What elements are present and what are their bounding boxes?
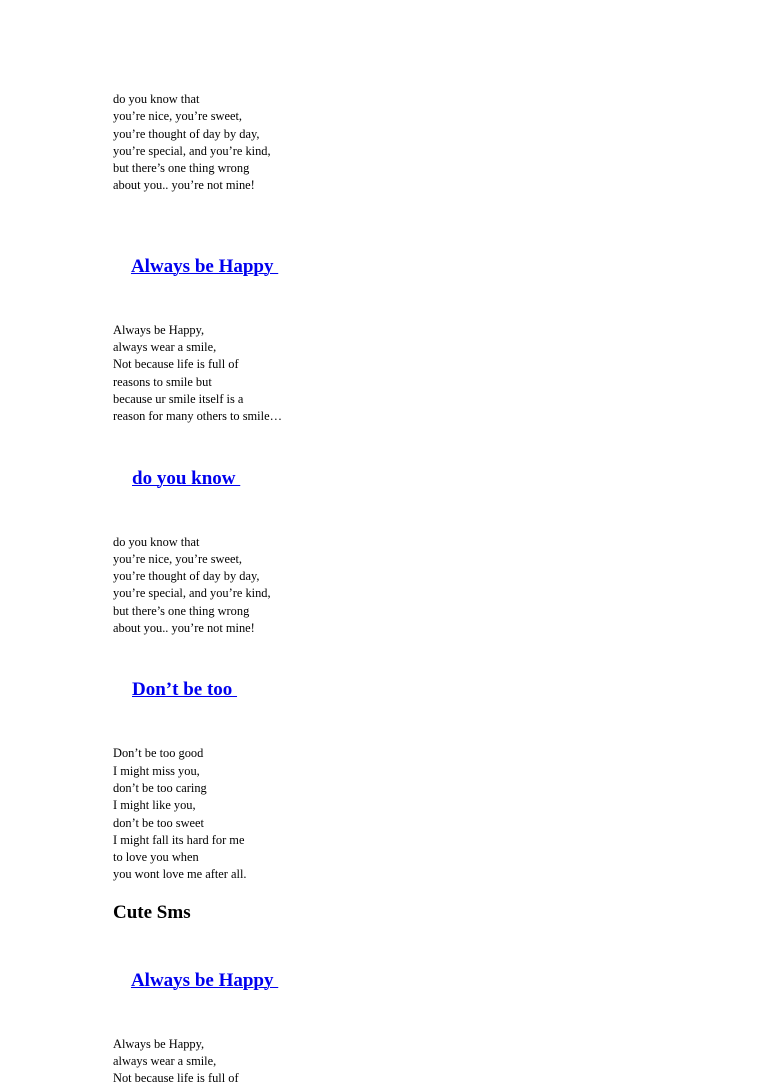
poem-line: you’re special, and you’re kind, <box>113 143 271 158</box>
poem-line: don’t be too sweet <box>113 815 204 830</box>
poem-line: don’t be too caring <box>113 780 207 795</box>
poem-paragraph <box>113 745 713 883</box>
poem-line: I might like you, <box>113 798 196 813</box>
poem-line: to love you when <box>113 850 199 865</box>
poem-line: I might fall its hard for me <box>113 832 245 847</box>
poem-line: you’re thought of day by day, <box>113 126 260 141</box>
section-heading <box>113 945 713 1017</box>
poem-line: because ur smile itself is a <box>113 391 244 406</box>
heading-link-always-be-happy-2[interactable]: Always be Happy <box>130 969 279 991</box>
poem-line: do you know that <box>113 534 200 549</box>
poem-line: you’re nice, you’re sweet, <box>113 109 243 124</box>
poem-paragraph <box>113 322 713 426</box>
poem-line: you’re thought of day by day, <box>113 569 260 584</box>
section-heading <box>113 654 713 726</box>
poem-line: I might miss you, <box>113 763 200 778</box>
section-heading <box>113 443 713 515</box>
poem-line: Always be Happy, <box>113 1036 205 1051</box>
poem-paragraph <box>113 91 713 195</box>
poem-line: about you.. you’re not mine! <box>113 178 255 193</box>
cute-sms-heading: Cute Sms <box>113 901 191 923</box>
poem-line: Not because life is full of <box>113 357 239 372</box>
poem-line: you wont love me after all. <box>113 867 247 882</box>
section-heading <box>113 231 713 303</box>
poem-line: Always be Happy, <box>113 322 205 337</box>
poem-line: Don’t be too good <box>113 746 204 761</box>
poem-line: reasons to smile but <box>113 374 212 389</box>
poem-line: but there’s one thing wrong <box>113 161 250 176</box>
heading-link-always-be-happy[interactable]: Always be Happy <box>130 255 279 277</box>
poem-line: about you.. you’re not mine! <box>113 621 255 636</box>
heading-link-do-you-know[interactable]: do you know <box>132 467 241 489</box>
poem-line: you’re special, and you’re kind, <box>113 586 271 601</box>
poem-line: but there’s one thing wrong <box>113 603 250 618</box>
poem-line: always wear a smile, <box>113 1054 217 1069</box>
poem-line: always wear a smile, <box>113 340 217 355</box>
heading-link-dont-be-too[interactable]: Don’t be too <box>132 679 238 701</box>
poem-paragraph <box>113 1036 713 1088</box>
poem-line: reason for many others to smile… <box>113 409 282 424</box>
poem-line: you’re nice, you’re sweet, <box>113 551 243 566</box>
poem-paragraph <box>113 534 713 638</box>
poem-line: Not because life is full of <box>113 1071 239 1086</box>
poem-line: do you know that <box>113 92 200 106</box>
document-page <box>113 91 713 1088</box>
